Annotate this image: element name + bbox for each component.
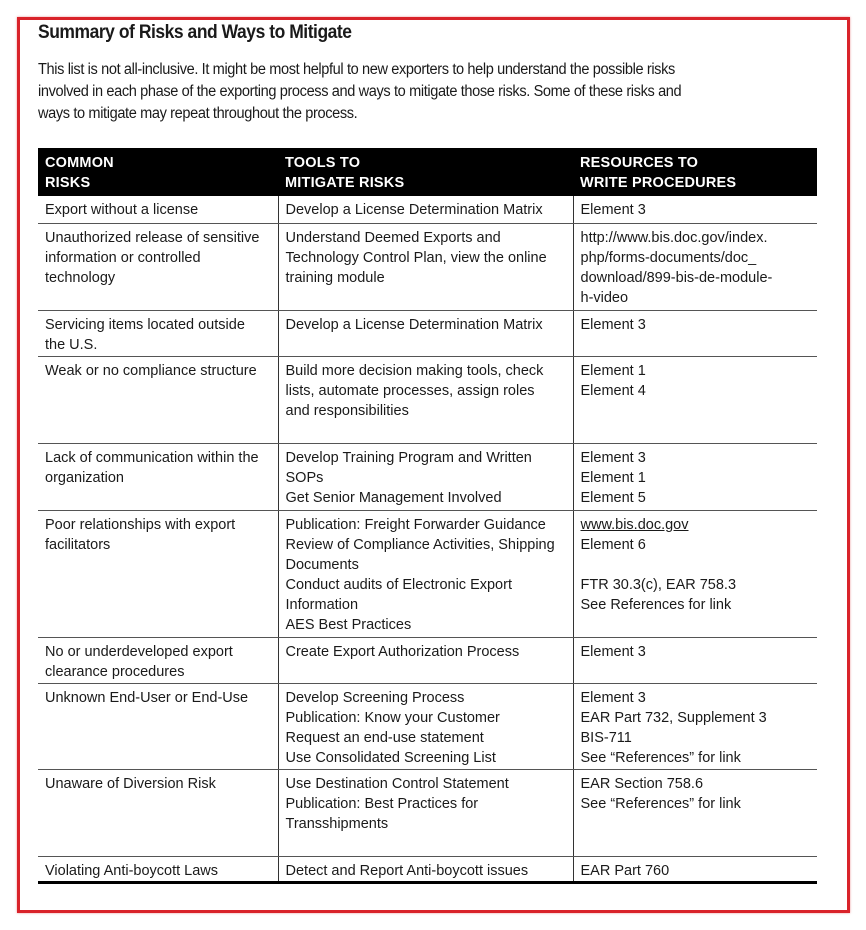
- risk-cell: [38, 510, 278, 637]
- cell-text-line: Develop Training Program and Written: [285, 449, 532, 466]
- cell-text-line: information or controlled: [45, 249, 201, 266]
- intro-line: ways to mitigate may repeat throughout the process.: [38, 105, 358, 122]
- table-header-row: [38, 148, 817, 196]
- risk-cell: [38, 769, 278, 856]
- cell-text-line: Publication: Freight Forwarder Guidance: [285, 516, 546, 533]
- cell-text-line: See “References” for link: [580, 749, 741, 766]
- cell-text-line: Violating Anti-boycott Laws: [45, 862, 219, 879]
- tools-cell: [278, 510, 573, 637]
- cell-text-line: Lack of communication within the: [45, 449, 259, 466]
- cell-text-line: organization: [45, 469, 124, 486]
- cell-text-line: EAR Part 760: [580, 862, 670, 879]
- cell-text-line: Publication: Best Practices for: [285, 795, 479, 812]
- cell-text-line: No or underdeveloped export: [45, 643, 233, 660]
- resource-link[interactable]: http://www.bis.doc.gov/index.: [580, 229, 768, 246]
- resources-cell: [573, 356, 817, 443]
- cell-text-line: facilitators: [45, 536, 111, 553]
- cell-text-line: Detect and Report Anti-boycott issues: [285, 862, 529, 879]
- risk-cell: [38, 856, 278, 882]
- cell-text-line: Publication: Know your Customer: [285, 709, 500, 726]
- cell-text-line: Unauthorized release of sensitive: [45, 229, 260, 246]
- cell-text-line: Poor relationships with export: [45, 516, 236, 533]
- tools-cell: [278, 223, 573, 310]
- tools-cell: [278, 310, 573, 356]
- risks-table: [38, 148, 817, 884]
- cell-text-line: training module: [285, 269, 385, 286]
- cell-text-line: clearance procedures: [45, 663, 185, 680]
- cell-text-line: Understand Deemed Exports and: [285, 229, 501, 246]
- risk-cell: [38, 637, 278, 683]
- risk-cell: [38, 310, 278, 356]
- table-row: [38, 856, 817, 882]
- tools-cell: [278, 856, 573, 882]
- cell-text-line: Unknown End-User or End-Use: [45, 689, 249, 706]
- table-row: [38, 510, 817, 637]
- cell-text-line: Information: [285, 596, 359, 613]
- tools-cell: [278, 637, 573, 683]
- cell-text-line: Element 3: [580, 689, 646, 706]
- intro-line: This list is not all-inclusive. It might be most helpful to new exporters to help understand the possible risks: [38, 61, 675, 78]
- cell-text-line: Develop Screening Process: [285, 689, 465, 706]
- cell-text-line: Build more decision making tools, check: [285, 362, 544, 379]
- cell-text-line: Request an end-use statement: [285, 729, 484, 746]
- cell-text-line: technology: [45, 269, 116, 286]
- intro-paragraph: [38, 59, 838, 125]
- cell-text-line: Documents: [285, 556, 359, 573]
- cell-text-line: FTR 30.3(c), EAR 758.3: [580, 576, 737, 593]
- table-row: [38, 683, 817, 769]
- cell-text-line: Conduct audits of Electronic Export: [285, 576, 512, 593]
- cell-text-line: Element 3: [580, 316, 646, 333]
- table-row: [38, 223, 817, 310]
- table-row: [38, 196, 817, 223]
- header-tools-to-mitigate: TOOLS TO MITIGATE RISKS: [278, 148, 573, 196]
- resources-cell: [573, 683, 817, 769]
- table-row: [38, 356, 817, 443]
- cell-text-line: Use Consolidated Screening List: [285, 749, 496, 766]
- cell-text-line: lists, automate processes, assign roles: [285, 382, 535, 399]
- cell-text-line: Transshipments: [285, 815, 389, 832]
- risk-cell: [38, 683, 278, 769]
- cell-text-line: Element 4: [580, 382, 646, 399]
- cell-text-line: Element 3: [580, 202, 646, 218]
- header-resources: RESOURCES TO WRITE PROCEDURES: [573, 148, 817, 196]
- document-title: Summary of Risks and Ways to Mitigate: [38, 22, 352, 43]
- cell-text-line: Servicing items located outside: [45, 316, 245, 333]
- cell-text-line: EAR Part 732, Supplement 3: [580, 709, 767, 726]
- header-common-risks: COMMON RISKS: [38, 148, 278, 196]
- tools-cell: [278, 443, 573, 510]
- cell-text-line: Element 3: [580, 643, 646, 660]
- cell-text-line: Element 1: [580, 362, 646, 379]
- cell-text-line: Unaware of Diversion Risk: [45, 775, 216, 792]
- cell-text-line: BIS-711: [580, 729, 632, 746]
- resources-cell: [573, 196, 817, 223]
- cell-text-line: Create Export Authorization Process: [285, 643, 520, 660]
- cell-text-line: the U.S.: [45, 336, 98, 353]
- resources-cell: [573, 637, 817, 683]
- cell-text-line: See “References” for link: [580, 795, 741, 812]
- resources-cell: [573, 769, 817, 856]
- cell-text-line: Element 1: [580, 469, 646, 486]
- cell-text-line: Develop a License Determination Matrix: [285, 202, 543, 218]
- spacer-line: [581, 555, 811, 575]
- table-row: [38, 443, 817, 510]
- spacer-line: [286, 421, 566, 441]
- cell-text-line: Weak or no compliance structure: [45, 362, 257, 379]
- cell-text-line: Review of Compliance Activities, Shipping: [285, 536, 555, 553]
- cell-text-line: EAR Section 758.6: [580, 775, 704, 792]
- table-row: [38, 637, 817, 683]
- table-row: [38, 769, 817, 856]
- risk-cell: [38, 196, 278, 223]
- cell-text-line: AES Best Practices: [285, 616, 412, 633]
- resources-cell: [573, 856, 817, 882]
- cell-text-line: Develop a License Determination Matrix: [285, 316, 543, 333]
- cell-text-line: Element 6: [580, 536, 646, 553]
- table-row: [38, 310, 817, 356]
- cell-text-line: See References for link: [580, 596, 732, 613]
- risk-cell: [38, 223, 278, 310]
- risk-cell: [38, 356, 278, 443]
- resources-cell: [573, 223, 817, 310]
- cell-text-line: Element 3: [580, 449, 646, 466]
- cell-text-line: Technology Control Plan, view the online: [285, 249, 547, 266]
- resource-link[interactable]: download/899-bis-de-module-: [580, 269, 773, 286]
- resources-cell: [573, 443, 817, 510]
- resource-link[interactable]: www.bis.doc.gov: [580, 516, 689, 533]
- cell-text-line: and responsibilities: [285, 402, 409, 419]
- tools-cell: [278, 769, 573, 856]
- cell-text-line: Export without a license: [45, 202, 199, 218]
- cell-text-line: Element 5: [580, 489, 646, 506]
- resources-cell: [573, 510, 817, 637]
- intro-line: involved in each phase of the exporting process and ways to mitigate those risks. Some of these risks and: [38, 83, 682, 100]
- tools-cell: [278, 683, 573, 769]
- resource-link[interactable]: h-video: [580, 289, 629, 306]
- risk-cell: [38, 443, 278, 510]
- cell-text-line: Use Destination Control Statement: [285, 775, 509, 792]
- tools-cell: [278, 196, 573, 223]
- cell-text-line: SOPs: [285, 469, 324, 486]
- cell-text-line: Get Senior Management Involved: [285, 489, 502, 506]
- resource-link[interactable]: php/forms-documents/doc_: [580, 249, 757, 266]
- resources-cell: [573, 310, 817, 356]
- tools-cell: [278, 356, 573, 443]
- spacer-line: [286, 834, 566, 854]
